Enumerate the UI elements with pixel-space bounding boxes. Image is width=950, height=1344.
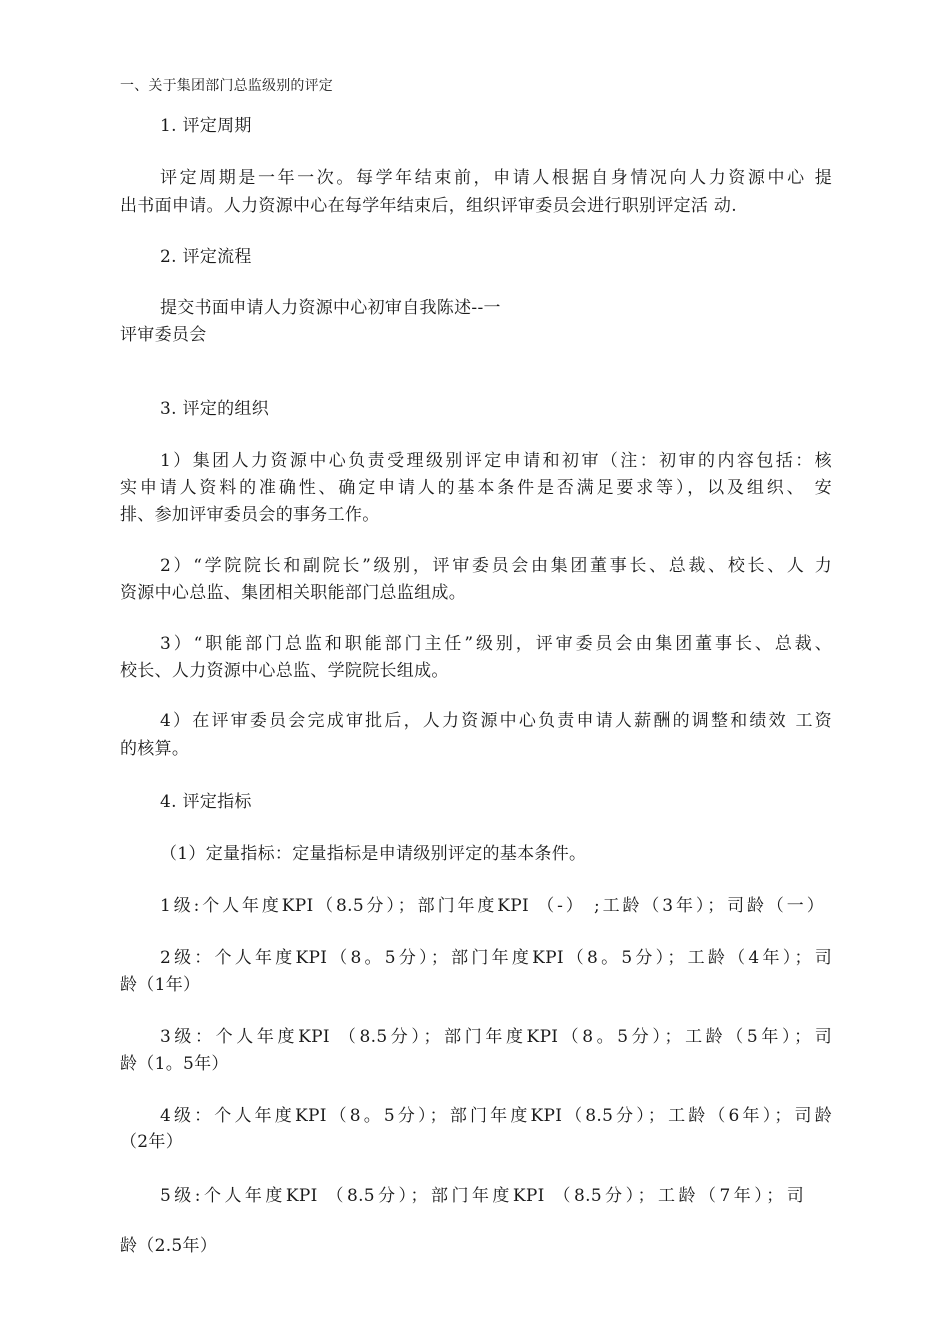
- paragraph-line: 1）集团人力资源中心负责受理级别评定申请和初审（注：初审的内容包括：核: [160, 451, 832, 471]
- level-line: 3级：个人年度KPI （8.5分）；部门年度KPI（8。5分）；工龄（5年）；司: [160, 1027, 832, 1047]
- section-title-indicators: 4. 评定指标: [160, 792, 252, 812]
- paragraph-line: 3）“职能部门总监和职能部门主任”级别，评审委员会由集团董事长、总裁、: [160, 634, 832, 654]
- paragraph-line: 评定周期是一年一次。每学年结束前，申请人根据自身情况向人力资源中心 提: [160, 168, 832, 188]
- paragraph-line: 2）“学院院长和副院长”级别，评审委员会由集团董事长、总裁、校长、人 力: [160, 556, 832, 576]
- paragraph-line: 实申请人资料的准确性、确定申请人的基本条件是否满足要求等），以及组织、 安: [120, 478, 832, 498]
- paragraph-line: 排、参加评审委员会的事务工作。: [120, 505, 380, 525]
- paragraph-line: 提交书面申请人力资源中心初审自我陈述--一: [160, 298, 501, 318]
- level-line: 龄（2.5年）: [120, 1236, 218, 1256]
- paragraph-line: 4）在评审委员会完成审批后，人力资源中心负责申请人薪酬的调整和绩效 工资: [160, 711, 832, 731]
- level-line: 4级：个人年度KPI（8。5分）；部门年度KPI（8.5分）；工龄（6年）；司龄: [160, 1106, 832, 1126]
- level-line: 1级:个人年度KPI（8.5分）；部门年度KPI （-） ;工龄（3年）；司龄（一）: [160, 896, 824, 916]
- level-line: （2年）: [120, 1132, 184, 1152]
- paragraph-line: （1）定量指标：定量指标是申请级别评定的基本条件。: [160, 844, 587, 864]
- level-line: 5级:个人年度KPI （8.5分）；部门年度KPI （8.5分）；工龄（7年）；司: [160, 1186, 804, 1206]
- section-title-organization: 3. 评定的组织: [160, 399, 270, 419]
- section-title-process: 2. 评定流程: [160, 247, 252, 267]
- paragraph-line: 校长、人力资源中心总监、学院院长组成。: [120, 661, 449, 681]
- paragraph-line: 的核算。: [120, 739, 190, 759]
- level-line: 2级：个人年度KPI（8。5分）；部门年度KPI（8。5分）；工龄（4年）；司: [160, 948, 832, 968]
- document-heading: 一、关于集团部门总监级别的评定: [120, 78, 333, 94]
- level-line: 龄（1。5年）: [120, 1054, 229, 1074]
- paragraph-line: 出书面申请。人力资源中心在每学年结束后，组织评审委员会进行职别评定活 动.: [120, 196, 737, 216]
- level-line: 龄（1年）: [120, 975, 201, 995]
- section-title-cycle: 1. 评定周期: [160, 116, 252, 136]
- paragraph-line: 评审委员会: [120, 325, 207, 345]
- paragraph-line: 资源中心总监、集团相关职能部门总监组成。: [120, 583, 466, 603]
